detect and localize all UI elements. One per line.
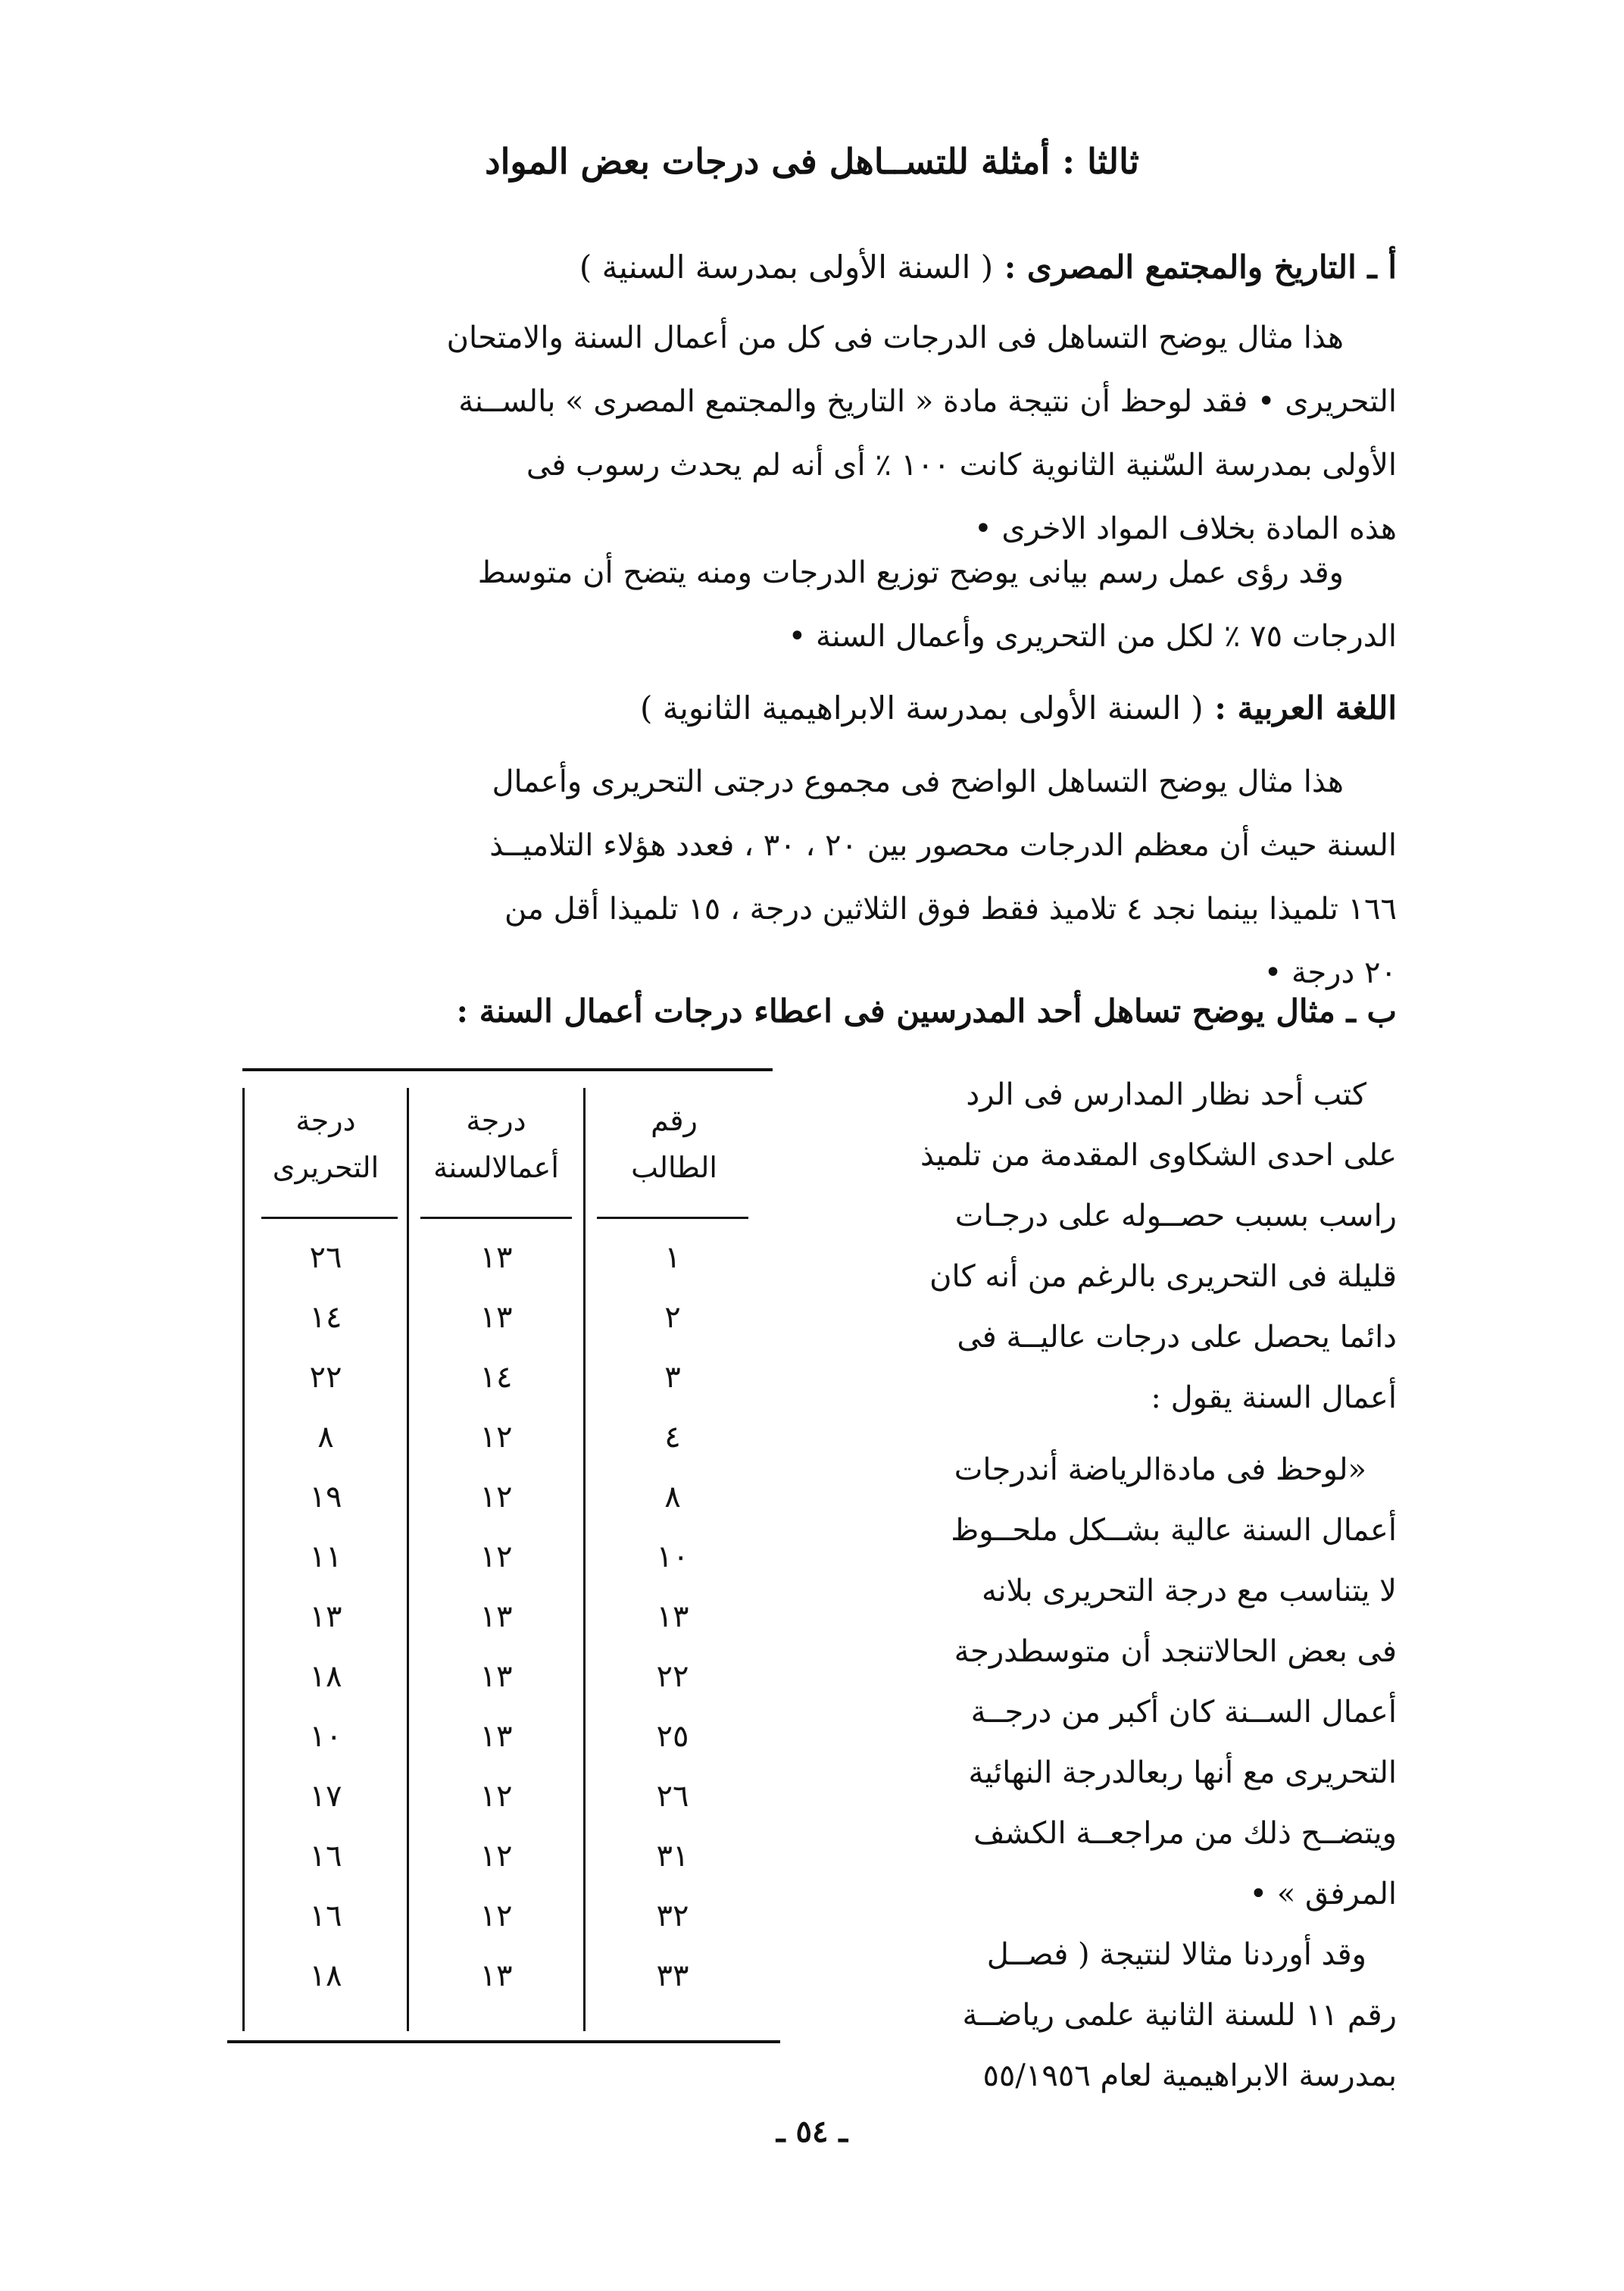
header-underline <box>597 1217 748 1219</box>
header-line: درجة <box>295 1104 356 1137</box>
table-cell-year-work: ١٢ <box>479 1420 513 1455</box>
table-bottom-rule <box>227 2040 780 2043</box>
paragraph-line: على احدى الشكاوى المقدمة من تلميذ <box>920 1138 1397 1173</box>
section-a-paragraph-2 <box>223 541 1397 668</box>
grades-table <box>227 1068 780 2049</box>
paragraph-line: أعمال السنة عالية بشــكل ملحــوظ <box>951 1513 1397 1548</box>
header-line: درجة <box>466 1104 526 1137</box>
table-cell-student: ٢ <box>664 1300 681 1335</box>
paragraph-line: ١٦٦ تلميذا بينما نجد ٤ تلاميذ فقط فوق الثلاثين درجة ، ١٥ تلميذا أقل من <box>504 892 1397 927</box>
table-cell-student: ١ <box>664 1240 681 1275</box>
table-cell-year-work: ١٣ <box>479 1599 513 1634</box>
paragraph-line: «لوحظ فى مادةالرياضة أندرجات <box>954 1452 1366 1487</box>
table-cell-student: ١٣ <box>656 1599 689 1634</box>
table-cell-student: ٨ <box>664 1480 681 1514</box>
table-cell-year-work: ١٢ <box>479 1899 513 1933</box>
section-a-title: أ ـ التاريخ والمجتمع المصرى : <box>1004 248 1397 286</box>
paragraph-line: المرفق » • <box>1249 1877 1397 1911</box>
table-cell-student: ٣٣ <box>656 1958 689 1993</box>
section-b-paragraph-3 <box>851 1924 1397 2106</box>
table-cell-year-work: ١٣ <box>479 1659 513 1694</box>
paragraph-line: بمدرسة الابراهيمية لعام ٥٥/١٩٥٦ <box>982 2058 1397 2093</box>
table-cell-student: ٢٢ <box>656 1659 689 1694</box>
paragraph-line: وقد رؤى عمل رسم بيانى يوضح توزيع الدرجات ومنه يتضح أن متوسط <box>477 555 1344 590</box>
header-underline <box>261 1217 398 1219</box>
paragraph-line: ويتضــح ذلك من مراجعــة الكشف <box>973 1816 1397 1851</box>
table-cell-written: ١٨ <box>309 1659 342 1694</box>
paragraph-line: هذه المادة بخلاف المواد الاخرى • <box>974 511 1397 546</box>
section-a-heading <box>223 241 1397 294</box>
table-cell-written: ١٨ <box>309 1958 342 1993</box>
paragraph-line: لا يتناسب مع درجة التحريرى بلانه <box>981 1574 1397 1608</box>
table-cell-student: ٤ <box>664 1420 681 1455</box>
page-number: ـ ٥٤ ـ <box>776 2114 848 2149</box>
table-cell-year-work: ١٣ <box>479 1719 513 1754</box>
table-cell-year-work: ١٣ <box>479 1240 513 1275</box>
table-cell-year-work: ١٤ <box>479 1360 513 1395</box>
paragraph-line: هذا مثال يوضح التساهل فى الدرجات فى كل من أعمال السنة والامتحان <box>446 320 1344 355</box>
page-title: ثالثا : أمثلة للتســاهل فى درجات بعض المواد <box>485 141 1139 182</box>
column-divider <box>583 1088 586 2031</box>
header-line: أعمالالسنة <box>433 1151 559 1184</box>
header-student-number <box>587 1097 761 1191</box>
header-underline <box>420 1217 572 1219</box>
table-cell-year-work: ١٢ <box>479 1480 513 1514</box>
table-cell-written: ١٦ <box>309 1839 342 1874</box>
header-line: الطالب <box>631 1151 717 1184</box>
header-written <box>246 1097 405 1191</box>
table-cell-year-work: ١٢ <box>479 1539 513 1574</box>
section-a-paragraph-1 <box>223 306 1397 561</box>
table-cell-written: ١٣ <box>309 1599 342 1634</box>
table-top-rule <box>242 1068 773 1071</box>
table-cell-written: ٨ <box>317 1420 334 1455</box>
section-arabic-title: اللغة العربية : <box>1214 689 1397 727</box>
section-b-paragraph-1 <box>851 1064 1397 1428</box>
paragraph-line: قليلة فى التحريرى بالرغم من أنه كان <box>929 1259 1397 1294</box>
table-cell-student: ٢٦ <box>656 1779 689 1814</box>
paragraph-line: السنة حيث أن معظم الدرجات محصور بين ٢٠ ، ٣٠ ، فعدد هؤلاء التلاميــذ <box>489 828 1397 863</box>
paragraph-line: أعمال الســنة كان أكبر من درجــة <box>970 1695 1397 1730</box>
header-line: التحريرى <box>272 1151 379 1184</box>
paragraph-line: دائما يحصل على درجات عاليــة فى <box>957 1320 1397 1355</box>
table-cell-written: ١٠ <box>309 1719 342 1754</box>
table-cell-student: ٢٥ <box>656 1719 689 1754</box>
section-arabic-subtitle: ( السنة الأولى بمدرسة الابراهيمية الثانوية ) <box>639 689 1204 727</box>
table-cell-written: ١٦ <box>309 1899 342 1933</box>
paragraph-line: التحريرى مع أنها ربعالدرجة النهائية <box>968 1755 1397 1790</box>
paragraph-line: فى بعض الحالاتنجد أن متوسطدرجة <box>954 1634 1397 1669</box>
table-cell-student: ٣١ <box>656 1839 689 1874</box>
header-line: رقم <box>651 1104 698 1137</box>
paragraph-line: رقم ١١ للسنة الثانية علمى رياضــة <box>962 1998 1397 2033</box>
table-cell-year-work: ١٣ <box>479 1300 513 1335</box>
paragraph-line: وقد أوردنا مثالا لنتيجة ( فصــل <box>986 1937 1366 1972</box>
table-cell-year-work: ١٣ <box>479 1958 513 1993</box>
table-cell-written: ٢٢ <box>309 1360 342 1395</box>
header-year-work <box>411 1097 582 1191</box>
paragraph-line: التحريرى • فقد لوحظ أن نتيجة مادة « التاريخ والمجتمع المصرى » بالســنة <box>458 384 1397 419</box>
section-b-heading: ب ـ مثال يوضح تساهل أحد المدرسين فى اعطاء درجات أعمال السنة : <box>456 992 1397 1030</box>
section-b-quote <box>851 1439 1397 1924</box>
section-arabic-heading <box>223 682 1397 735</box>
table-cell-written: ١٤ <box>309 1300 342 1335</box>
paragraph-line: هذا مثال يوضح التساهل الواضح فى مجموع درجتى التحريرى وأعمال <box>492 764 1344 799</box>
paragraph-line: ٢٠ درجة • <box>1263 955 1397 990</box>
table-cell-written: ٢٦ <box>309 1240 342 1275</box>
paragraph-line: راسب بسبب حصــوله على درجـات <box>954 1199 1397 1233</box>
table-cell-student: ١٠ <box>656 1539 689 1574</box>
table-cell-student: ٣ <box>664 1360 681 1395</box>
section-a-subtitle: ( السنة الأولى بمدرسة السنية ) <box>579 248 994 286</box>
table-cell-year-work: ١٢ <box>479 1779 513 1814</box>
table-cell-year-work: ١٢ <box>479 1839 513 1874</box>
table-cell-written: ١٩ <box>309 1480 342 1514</box>
paragraph-line: الدرجات ٧٥ ٪ لكل من التحريرى وأعمال السنة • <box>788 619 1397 654</box>
table-cell-written: ١٧ <box>309 1779 342 1814</box>
table-cell-student: ٣٢ <box>656 1899 689 1933</box>
section-arabic-paragraph <box>223 750 1397 1005</box>
paragraph-line: كتب أحد نظار المدارس فى الرد <box>966 1077 1366 1112</box>
paragraph-line: الأولى بمدرسة السّنية الثانوية كانت ١٠٠ ٪ أى أنه لم يحدث رسوب فى <box>526 448 1397 483</box>
paragraph-line: أعمال السنة يقول : <box>1151 1380 1397 1415</box>
table-cell-written: ١١ <box>309 1539 342 1574</box>
